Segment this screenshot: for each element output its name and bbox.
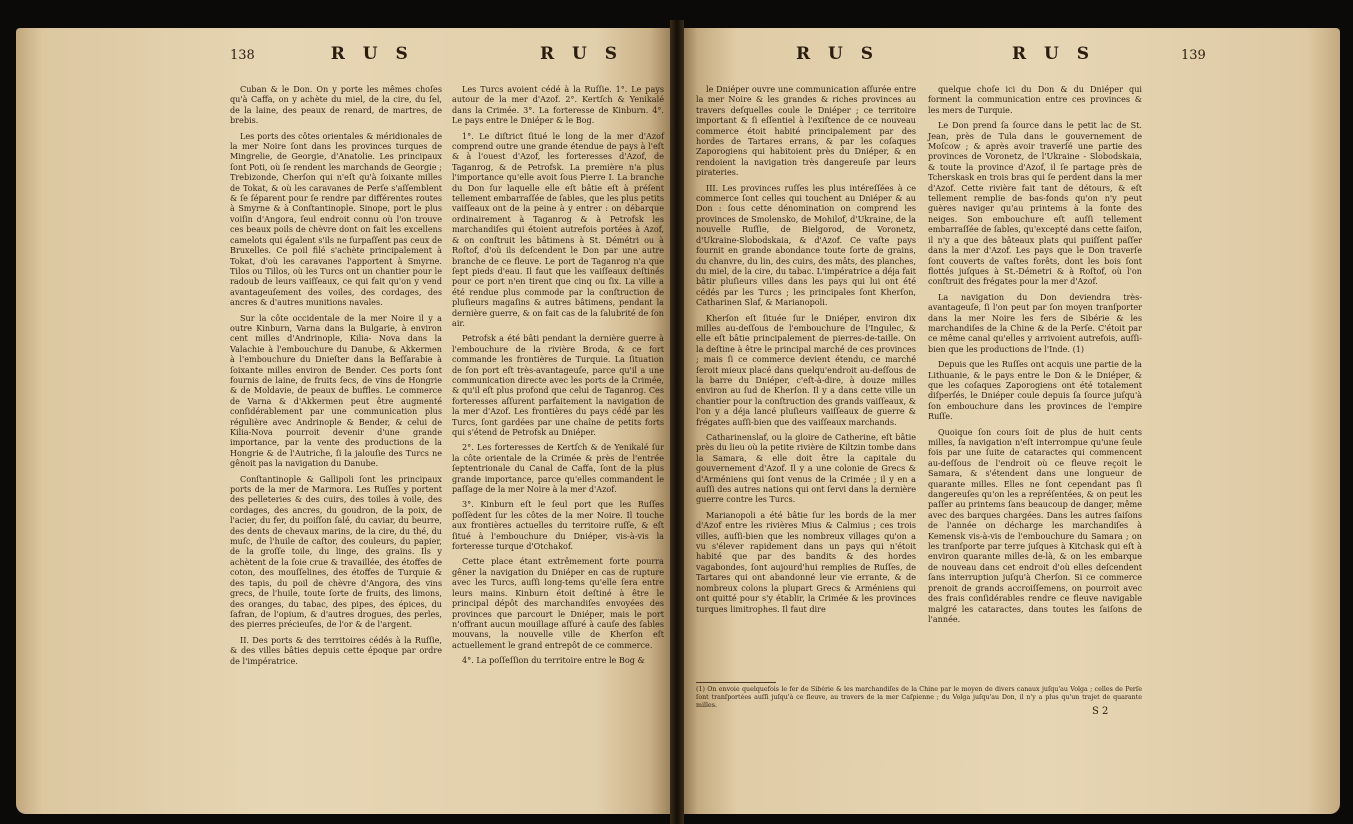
paragraph: III. Les provinces ruſſes les plus intéreſſées à ce commerce ſont celles qui touchent au Dniéper & au Don : ſous cette dénomination on comprend les provinces de Smolensko, de Mohilof, d'Ukraine, de la nouvelle Ruſſie, de Bielgorod, de Voronetz, d'Ukraine-Slobodskaia, & d'Azof. Ce vaſte pays fournit en grande abondance toute ſorte de grains, du chanvre, du lin, des cuirs, des mâts, des planches, du miel, de la cire, du tabac. L'impératrice a déja fait bâtir pluſieurs villes dans les pays qui lui ont été cédés par les Turcs ; les principales ſont Kherſon, Catharinen Slaf, & Marianopoli.: [696, 182, 916, 308]
paragraph: Petrofsk a été bâti pendant la dernière guerre à l'embouchure de la rivière Broda, & ce fort commande les frontières de Turquie. La ſituation de ſon port eſt très-avantageuſe, parce qu'il a une communication directe avec les ports de la Crimée, & qu'il eſt plus profond que celui de Taganrog. Ces forteresses aſſurent parfaitement la navigation de la mer d'Azof. Les frontières du pays cédé par les Turcs, ſont gardées par une chaîne de petits forts qui s'étend de Petrofsk au Dniéper.: [452, 333, 664, 437]
left-page-number: 138: [230, 48, 255, 63]
paragraph: 1°. Le diſtrict ſitué le long de la mer d'Azof comprend outre une grande étendue de pays à l'eſt & à l'ouest d'Azof, les forteresses d'Azof, de Taganrog, & de Petrofsk. La première n'a plus l'importance qu'elle avoit ſous Pierre I. La branche du Don ſur laquelle elle eſt bâtie eſt à préſent tellement embarraſſée de ſables, que les plus petits vaiſſeaux ont de la peine à y entrer : on débarque ordinairement à Taganrog & à Petrofsk les marchandiſes qui étoient autrefois portées à Azof, & on conſtruit les bâtimens à St. Démétri ou à Roſtof, d'où ils deſcendent le Don par une autre branche de ce fleuve. Le port de Taganrog n'a que ſept pieds d'eau. Il faut que les vaiſſeaux deſtinés pour ce port n'en tirent que cinq ou ſix. La ville a été rendue plus commode par la conſtruction de pluſieurs magaſins & autres bâtimens, pendant la dernière guerre, & on fait cas de la ſalubrité de ſon air.: [452, 130, 664, 328]
paragraph: Catharinenslaf, ou la gloire de Catherine, eſt bâtie près du lieu où la petite rivière de Kiltzin tombe dans la Samara, & elle doit être la capitale du gouvernement d'Azof. Il y a une colonie de Grecs & d'Arméniens qui ſont venus de la Crimée ; il y en a auſſi des autres nations qui ont ſervi dans la dernière guerre contre les Turcs.: [696, 432, 916, 505]
book-gutter: [670, 20, 684, 824]
paragraph: Marianopoli a été bâtie ſur les bords de la mer d'Azof entre les rivières Mius & Calmius ; ces trois villes, auſſi-bien que les nombreux villages qu'on a vu s'élever rapidement dans un pays qui n'étoit habité que par des bandits & des hordes vagabondes, ſont aujourd'hui remplies de Ruſſes, de Tartares qui ont abandonné leur vie errante, & de nombreux colons la plupart Grecs & Arméniens qui ont quitté pour s'y établir, la Crimée & les provinces turques limitrophes. Il faut dire: [696, 509, 916, 614]
signature-mark: S 2: [1092, 706, 1109, 717]
left-page-column-2: [452, 84, 664, 671]
right-page-column-1: [696, 84, 916, 619]
left-page-header: [230, 44, 414, 64]
paragraph: 2°. Les forteresses de Kertſch & de Yenikalé ſur la côte orientale de la Crimée & près de l'entrée ſeptentrionale du Canal de Caffa, ſont de la plus grande importance, parce qu'elles commandent le paſſage de la mer Noire à la mer d'Azof.: [452, 442, 664, 495]
paragraph: le Dniéper ouvre une communication aſſurée entre la mer Noire & les grandes & riches provinces au travers deſquelles coule le Dniéper ; ce territoire important & ſi eſſentiel à l'exiſtence de ce nouveau commerce étoit habité principalement par des hordes de Tartares errans, & par les coſaques Zaporogiens qui habitoient près du Dniéper, & en rendoient la navigation très dangereuſe par leurs pirateries.: [696, 84, 916, 178]
left-page-column-1: [230, 84, 442, 671]
paragraph: 4°. La poſſeſſion du territoire entre le Bog &: [462, 655, 645, 666]
right-page-header: [1012, 44, 1206, 64]
paragraph: La navigation du Don deviendra très-avantageuſe, ſi l'on peut par ſon moyen tranſporter dans la mer Noire les fers de Sibérie & les marchandiſes de la Chine & de la Perſe. C'étoit par ce même canal qu'elles y arrivoient autrefois, auſſi-bien que les productions de l'Inde. (1): [928, 291, 1142, 354]
footnote-rule: [696, 682, 776, 683]
paragraph: 3°. Kinburn eſt le ſeul port que les Ruſſes poſſèdent ſur les côtes de la mer Noire. Il touche aux frontières actuelles du territoire ruſſe, & eſt ſitué à l'embouchure du Dniéper, vis-à-vis la forteresse turque d'Otchakof.: [452, 499, 664, 552]
paragraph: Les Turcs avoient cédé à la Ruſſie. 1°. Le pays autour de la mer d'Azof. 2°. Kertſch & Yenikalé dans la Crimée. 3°. La forteresse de Kinburn. 4°. Le pays entre le Dniéper & le Bog.: [452, 84, 664, 126]
paragraph: Conſtantinople & Gallipoli ſont les principaux ports de la mer de Marmora. Les Ruſſes y portent des pelleteries & des cuirs, des toiles à voile, des cordages, des ancres, du goudron, de la poix, de l'acier, du fer, du poiſſon ſalé, du caviar, du beurre, des dents de chevaux marins, de la cire, du thé, du muſc, de l'huile de caſtor, des couleurs, du papier, de la groſſe toile, du linge, des grains. Ils y achètent de la ſoie crue & travaillée, des étoffes de coton, des mouſſelines, des étoffes de Turquie & des tapis, du poil de chèvre d'Angora, des vins grecs, de l'huile, toute ſorte de fruits, des limons, des oranges, du tabac, des pipes, des épices, du ſafran, de l'opium, & d'autres drogues, des perles, des pierres précieuſes, de l'or & de l'argent.: [230, 473, 442, 630]
paragraph: Kherſon eſt ſituée ſur le Dniéper, environ dix milles au-deſſous de l'embouchure de l'Ingulec, & elle eſt bâtie principalement de pierres-de-taille. On la deſtine à être le principal marché de ces provinces ; mais ſi ce commerce devient étendu, ce marché ſeroit mieux placé dans quelqu'endroit au-deſſous de la barre du Dniéper, c'eſt-à-dire, à douze milles environ au ſud de Kherſon. Il y a dans cette ville un chantier pour la conſtruction des grands vaiſſeaux, & l'on y a déja lancé pluſieurs vaiſſeaux de guerre & frégates auſſi-bien que des vaiſſeaux marchands.: [696, 312, 916, 427]
left-center-running-head: R U S: [540, 44, 624, 64]
paragraph: Cuban & le Don. On y porte les mêmes choſes qu'à Caffa, on y achète du miel, de la cire, du ſel, de la laine, des peaux de renard, de martres, de brebis.: [230, 84, 442, 126]
paragraph: II. Des ports & des territoires cédés à la Ruſſie, & des villes bâties depuis cette époque par ordre de l'impératrice.: [230, 634, 442, 666]
paragraph: Quoique ſon cours ſoit de plus de huit cents milles, ſa navigation n'eſt interrompue qu'une ſeule fois par une ſuite de cataractes qui commencent au-deſſous de l'endroit où ce fleuve reçoit le Samara, & s'étendent dans une longueur de quarante milles. Elles ne ſont cependant pas ſi dangereuſes qu'on les a repréſentées, & on peut les paſſer au printems ſans beaucoup de danger, même avec des barques chargées. Dans les autres ſaiſons de l'année on décharge les marchandiſes à Kemensk vis-à-vis de l'embouchure du Samara ; on les tranſporte par terre juſques à Kitchask qui eſt à environ quarante milles de-là, & on les embarque de nouveau dans cet endroit d'où elles deſcendent ſans interruption juſqu'à Cherſon. Si ce commerce prenoit de grands accroiſſemens, on pourroit avec des frais conſidérables rendre ce fleuve navigable malgré les cataractes, dans toutes les ſaiſons de l'année.: [928, 426, 1142, 624]
paragraph: Les ports des côtes orientales & méridionales de la mer Noire ſont dans les provinces turques de Mingrelie, de Georgie, d'Anatolie. Les principaux ſont Poti, où ſe rendent les marchands de Georgie ; Trebizonde, Cherſon qui n'eſt qu'à ſoixante milles de Tokat, & où les caravanes de Perſe s'aſſemblent & ſe ſéparent pour ſe rendre par différentes routes à Smyrne & à Conſtantinople. Sinope, port le plus voiſin d'Angora, ſeul endroit connu où l'on trouve ces beaux poils de chèvre dont on fait les excellens camelots qui égalent s'ils ne ſurpaſſent pas ceux de Bruxelles. Ce poil filé s'achète principalement à Tokat, d'où les caravanes l'apportent à Smyrne. Tilos ou Tillos, où les Turcs ont un chantier pour le radoub de leurs vaiſſeaux, ce qui fait qu'on y vend avantageuſement des voiles, des cordages, des ancres & d'autres munitions navales.: [230, 130, 442, 308]
left-running-head: R U S: [330, 44, 414, 64]
right-page-column-2: [928, 84, 1142, 629]
paragraph: Sur la côte occidentale de la mer Noire il y a outre Kinburn, Varna dans la Bulgarie, à environ cent milles d'Andrinople, Kilia- Nova dans la Valachie à l'embouchure du Danube, & Akkermen à l'embouchure du Dnieſter dans la Beſſarabie à ſoixante milles environ de Bender. Ces ports ſont fournis de laine, de fruits ſecs, de vins de Hongrie & de Moldavie, de peaux de buffles. Le commerce de Varna & d'Akkermen peut être augmenté conſidérablement par une communication plus régulière avec Andrinople & Bender, & celui de Kilia-Nova pourroit devenir d'une grande importance, par la vente des productions de la Hongrie & de l'Autriche, ſi la jalouſie des Turcs ne gênoit pas la navigation du Danube.: [230, 312, 442, 469]
right-page-number: 139: [1181, 48, 1206, 63]
paragraph: Cette place étant extrêmement forte pourra gêner la navigation du Dniéper en cas de rupture avec les Turcs, auſſi long-tems qu'elle ſera entre leurs mains. Kinburn étoit deſtiné à être le principal dépôt des marchandiſes envoyées des provinces que parcourt le Dniéper, mais le port n'offrant aucun mouillage aſſuré à cauſe des ſables mouvans, la nouvelle ville de Kherſon eſt actuellement le grand entrepôt de ce commerce.: [452, 556, 664, 650]
footnote: (1) On envoie quelquefois le fer de Sibérie & les marchandiſes de la Chine par le moyen de divers canaux juſqu'au Volga ; celles de Perſe ſont tranſportées auſſi juſqu'à ce fleuve, au travers de la mer Caſpienne ; du Volga juſqu'au Don, il n'y a plus qu'un trajet de quarante milles.: [696, 686, 1142, 709]
right-center-running-head: R U S: [796, 44, 880, 64]
right-running-head: R U S: [1012, 44, 1096, 64]
paragraph: Depuis que les Ruſſes ont acquis une partie de la Lithuanie, & le pays entre le Don & le Dniéper, & que les coſaques Zaporogiens ont été totalement diſperſés, le Dniéper coule depuis ſa ſource juſqu'à ſon embouchure dans les provinces de l'empire Ruſſe.: [928, 359, 1142, 422]
paragraph: Le Don prend ſa ſource dans le petit lac de St. Jean, près de Tula dans le gouvernement de Moſcow ; & après avoir traverſé une partie des provinces de Voronetz, de l'Ukraine - Slobodskaia, & toute la province d'Azof, il ſe partage près de Tcherskask en trois bras qui ſe perdent dans la mer d'Azof. Cette rivière fait tant de détours, & eſt tellement remplie de bas-fonds qu'on n'y peut guères naviger qu'au printems à la fonte des neiges. Son embouchure eſt auſſi tellement embarraſſée de ſables, qu'excepté dans cette ſaiſon, il n'y a que des bâteaux plats qui puiſſent paſſer dans la mer d'Azof. Les pays que le Don traverſe ſont couverts de vaſtes forêts, dont les bois ſont flottés juſques à St.-Démetri & à Roſtof, où l'on conſtruit des frégates pour la mer d'Azof.: [928, 120, 1142, 287]
paragraph: quelque choſe ici du Don & du Dniéper qui forment la communication entre ces provinces & les mers de Turquie.: [928, 84, 1142, 115]
